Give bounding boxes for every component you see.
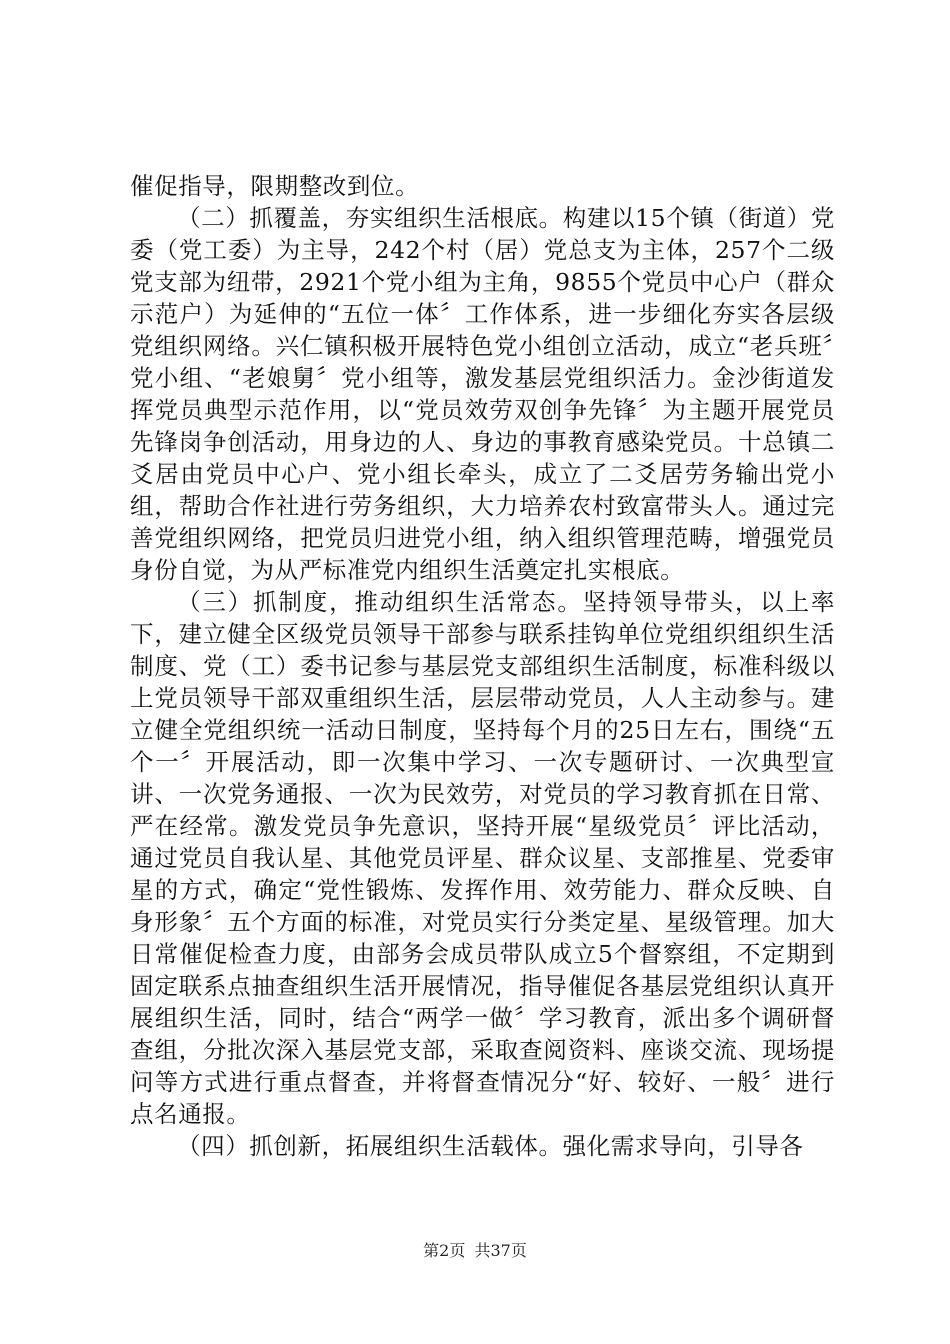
total-pages: 共37页 (474, 1241, 527, 1260)
document-body (130, 170, 835, 1162)
page-footer (0, 1241, 950, 1261)
paragraph-section-4: （四）抓创新，拓展组织生活载体。强化需求导向，引导各 (177, 1132, 804, 1160)
paragraph-section-3: （三）抓制度，推动组织生活常态。坚持领导带头，以上率下，建立健全区级党员领导干部参与联系挂钩单位党组织组织生活制度、党（工）委书记参与基层党支部组织生活制度，标准科级以上党员领导干部双重组织生活，层层带动党员，人人主动参与。建立健全党组织统一活动日制度，坚持每个月的25日左右，围绕“五个一〞开展活动，即一次集中学习、一次专题研讨、一次典型宣讲、一次党务通报、一次为民效劳，对党员的学习教育抓在日常、严在经常。激发党员争先意识，坚持开展“星级党员〞评比活动，通过党员自我认星、其他党员评星、群众议星、支部推星、党委审星的方式，确定“党性锻炼、发挥作用、效劳能力、群众反映、自身形象〞五个方面的标准，对党员实行分类定星、星级管理。加大日常催促检查力度，由部务会成员带队成立5个督察组，不定期到固定联系点抽查组织生活开展情况，指导催促各基层党组织认真开展组织生活，同时，结合“两学一做〞学习教育，派出多个调研督查组，分批次深入基层党支部，采取查阅资料、座谈交流、现场提问等方式进行重点督查，并将督查情况分“好、较好、一般〞进行点名通报。 (130, 588, 835, 1128)
page-number: 第2页 (423, 1241, 466, 1260)
paragraph-continuation: 催促指导，限期整改到位。 (130, 172, 420, 200)
paragraph-section-2: （二）抓覆盖，夯实组织生活根底。构建以15个镇（街道）党委（党工委）为主导，242个村（居）党总支为主体，257个二级党支部为纽带，2921个党小组为主角，9855个党员中心户（群众示范户）为延伸的“五位一体〞工作体系，进一步细化夯实各层级党组织网络。兴仁镇积极开展特色党小组创立活动，成立“老兵班〞党小组、“老娘舅〞党小组等，激发基层党组织活力。金沙街道发挥党员典型示范作用，以“党员效劳双创争先锋〞为主题开展党员先锋岗争创活动，用身边的人、身边的事教育感染党员。十总镇二爻居由党员中心户、党小组长牵头，成立了二爻居劳务输出党小组，帮助合作社进行劳务组织，大力培养农村致富带头人。通过完善党组织网络，把党员归进党小组，纳入组织管理范畴，增强党员身份自觉，为从严标准党内组织生活奠定扎实根底。 (130, 204, 835, 584)
